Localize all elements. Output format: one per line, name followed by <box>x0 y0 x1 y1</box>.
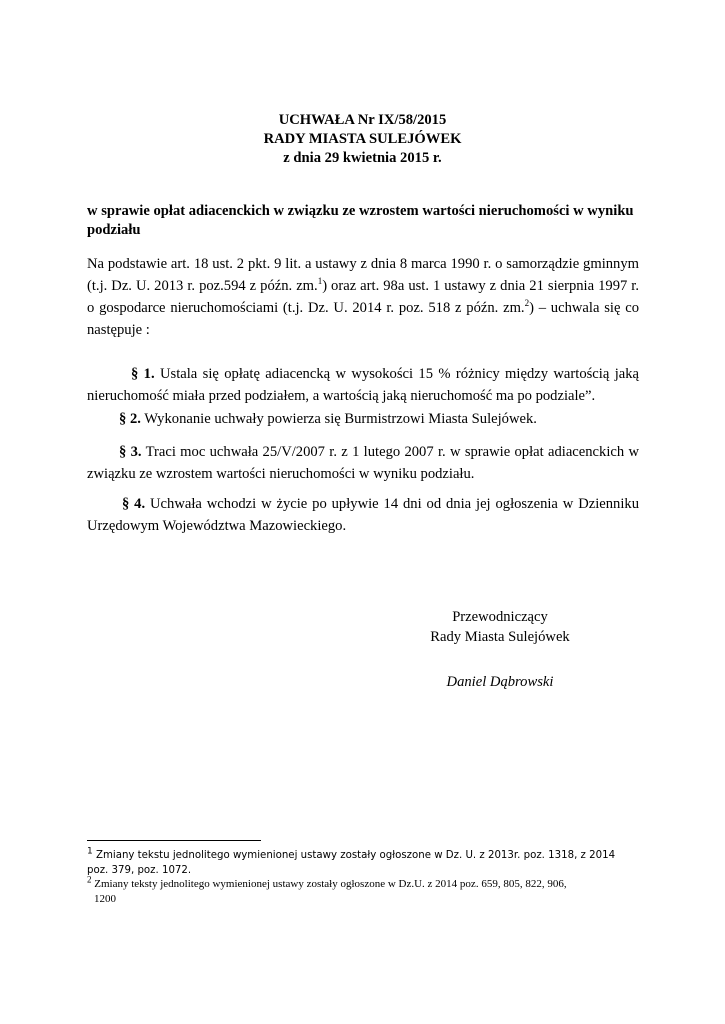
section-3-label: § 3. <box>119 444 142 460</box>
legal-basis-paragraph <box>87 253 639 341</box>
footnote-2-mark: 2 <box>87 874 92 885</box>
signature-block <box>400 607 600 647</box>
footnote-1-text: Zmiany tekstu jednolitego wymienionej ustawy zostały ogłoszone w Dz. U. z 2013r. poz. 1318, z 2014 poz. 379, poz. 1072. <box>87 850 616 876</box>
section-2-text: Wykonanie uchwały powierza się Burmistrzowi Miasta Sulejówek. <box>140 411 537 427</box>
section-4-text: Uchwała wchodzi w życie po upływie 14 dni od dnia jej ogłoszenia w Dzienniku Urzędowym Województwa Mazowieckiego. <box>87 496 639 534</box>
resolution-header <box>0 111 725 168</box>
footnote-2 <box>87 874 639 907</box>
section-1-text: Ustala się opłatę adiacencką w wysokości 15 % różnicy między wartością jaką nieruchomość miała przed podziałem, a wartością jaką nieruchomość ma po podziale”. <box>87 366 639 404</box>
section-1 <box>87 363 639 407</box>
section-4-label: § 4. <box>122 496 146 512</box>
resolution-date: z dnia 29 kwietnia 2015 r. <box>283 150 442 166</box>
section-3 <box>87 441 639 485</box>
footnote-2-text: Zmiany teksty jednolitego wymienionej ustawy zostały ogłoszone w Dz.U. z 2014 poz. 659, 805, 822, 906, <box>91 878 567 890</box>
footnote-1-mark: 1 <box>87 846 93 857</box>
resolution-number: UCHWAŁA Nr IX/58/2015 <box>278 112 447 128</box>
footnote-ref-1: 1 <box>317 276 323 287</box>
legal-basis-text-2: ) oraz art. 98a ust. 1 ustawy z dnia 21 sierpnia 1997 r. o gospodarce nieruchomościami (t.j. Dz. U. 2014 r. poz. 518 z późn. zm. <box>87 278 640 316</box>
footnote-2-continuation: 1200 <box>94 893 116 905</box>
legal-basis-text-1: Na podstawie art. 18 ust. 2 pkt. 9 lit. a ustawy z dnia 8 marca 1990 r. o samorządzie gminnym (t.j. Dz. U. 2013 r. poz.594 z późn. zm. <box>87 256 639 294</box>
section-4 <box>87 493 639 537</box>
signatory-name: Daniel Dąbrowski <box>446 674 554 690</box>
council-name: RADY MIASTA SULEJÓWEK <box>263 131 462 147</box>
section-2 <box>87 408 639 430</box>
resolution-subject: w sprawie opłat adiacenckich w związku ze wzrostem wartości nieruchomości w wyniku podziału <box>87 203 634 238</box>
section-3-text: Traci moc uchwała 25/V/2007 r. z 1 lutego 2007 r. w sprawie opłat adiacenckich w związku ze wzrostem wartości nieruchomości w wyniku podziału. <box>87 444 640 482</box>
footnote-separator <box>87 840 261 841</box>
section-1-label: § 1. <box>131 366 155 382</box>
signatory-body: Rady Miasta Sulejówek <box>430 629 570 645</box>
legal-basis-text-3: ) – uchwala się co następuje : <box>87 300 639 338</box>
signatory-title: Przewodniczący <box>452 609 548 625</box>
section-2-label: § 2. <box>119 411 141 427</box>
footnote-1 <box>87 848 639 878</box>
footnote-ref-2: 2 <box>524 298 530 309</box>
